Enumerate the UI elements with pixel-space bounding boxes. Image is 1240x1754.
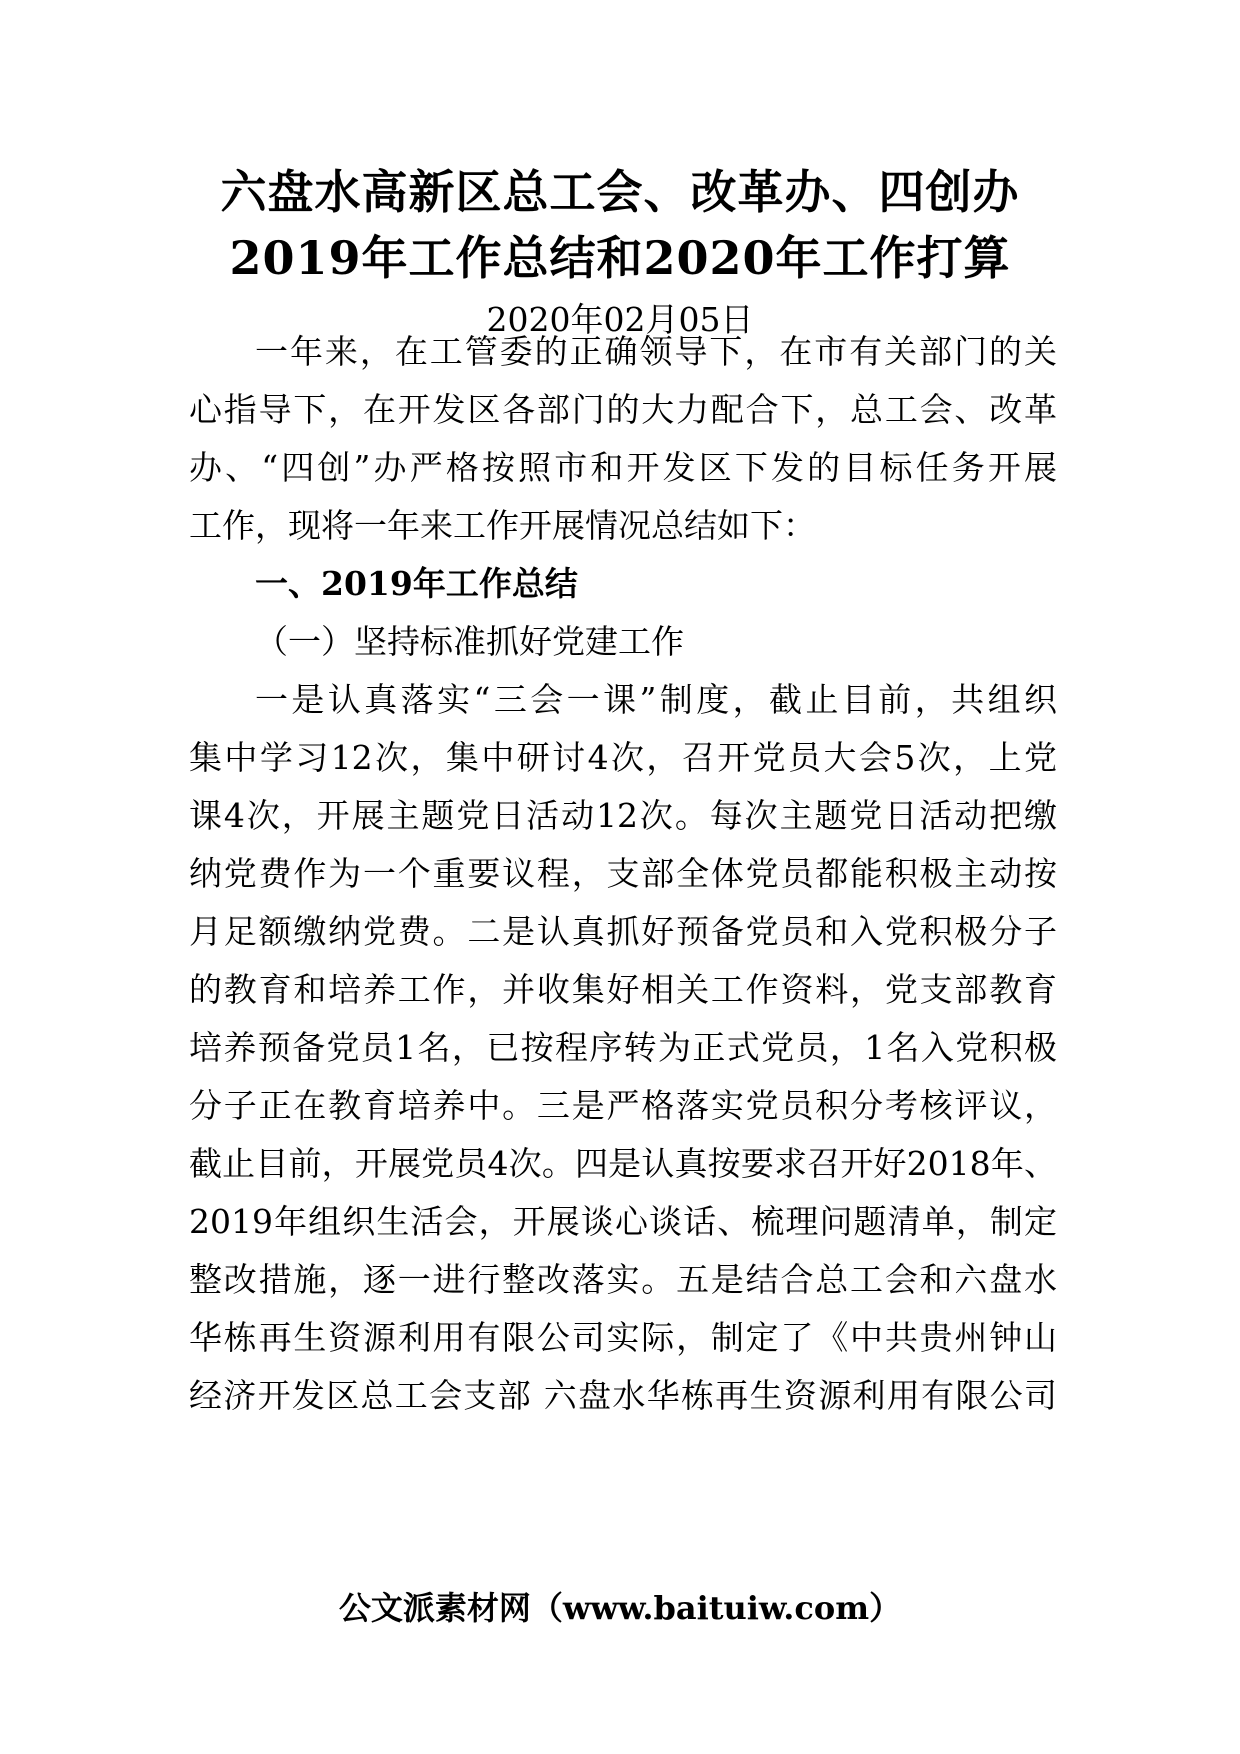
body-paragraph-line: 截止目前，开展党员4次。四是认真按要求召开好2018年、: [189, 1144, 1057, 1183]
body-paragraph-line: 分子正在教育培养中。三是严格落实党员积分考核评议，: [189, 1086, 1057, 1125]
body-paragraph-line: 集中学习12次，集中研讨4次，召开党员大会5次，上党: [189, 738, 1057, 777]
intro-paragraph-line: 办、“四创”办严格按照市和开发区下发的目标任务开展: [189, 448, 1057, 487]
body-paragraph-line: 一是认真落实“三会一课”制度，截止目前，共组织: [255, 680, 1057, 719]
document-title-line-1: 六盘水高新区总工会、改革办、四创办: [220, 165, 1020, 219]
intro-paragraph-line: 一年来，在工管委的正确领导下，在市有关部门的关: [255, 332, 1057, 371]
body-paragraph-line: 2019年组织生活会，开展谈心谈话、梳理问题清单，制定: [189, 1202, 1057, 1241]
body-paragraph-line: 整改措施，逐一进行整改落实。五是结合总工会和六盘水: [189, 1260, 1057, 1299]
intro-paragraph-line: 工作，现将一年来工作开展情况总结如下：: [189, 506, 816, 545]
body-paragraph-line: 经济开发区总工会支部 六盘水华栋再生资源利用有限公司: [189, 1376, 1057, 1415]
body-paragraph-line: 课4次，开展主题党日活动12次。每次主题党日活动把缴: [189, 796, 1057, 835]
page-footer-source: 公文派素材网（www.baituiw.com）: [338, 1589, 902, 1627]
subsection-heading: （一）坚持标准抓好党建工作: [255, 622, 684, 661]
intro-paragraph-line: 心指导下，在开发区各部门的大力配合下，总工会、改革: [189, 390, 1057, 429]
document-date: 2020年02月05日: [486, 300, 754, 339]
body-paragraph-line: 华栋再生资源利用有限公司实际，制定了《中共贵州钟山: [189, 1318, 1057, 1357]
body-paragraph-line: 纳党费作为一个重要议程，支部全体党员都能积极主动按: [189, 854, 1057, 893]
section-heading: 一、2019年工作总结: [255, 564, 578, 603]
body-paragraph-line: 月足额缴纳党费。二是认真抓好预备党员和入党积极分子: [189, 912, 1057, 951]
body-paragraph-line: 的教育和培养工作，并收集好相关工作资料，党支部教育: [189, 970, 1057, 1009]
document-title-line-2: 2019年工作总结和2020年工作打算: [229, 231, 1011, 285]
body-paragraph-line: 培养预备党员1名，已按程序转为正式党员，1名入党积极: [189, 1028, 1057, 1067]
